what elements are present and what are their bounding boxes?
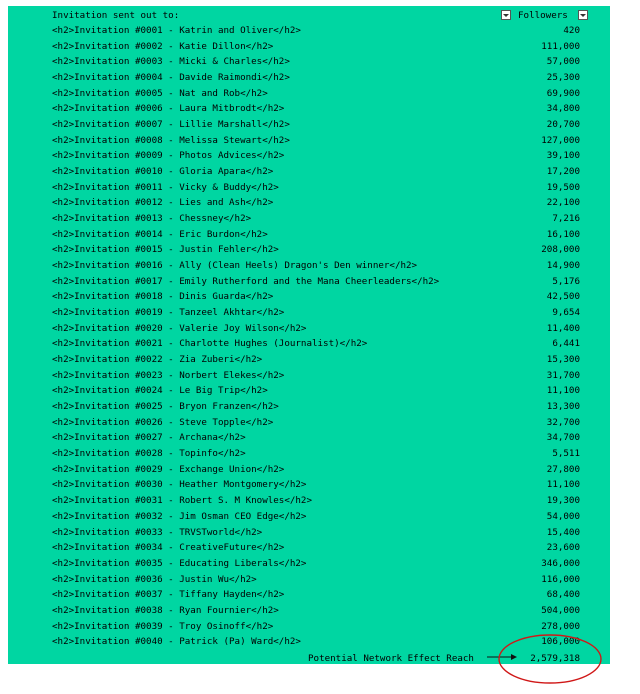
follower-count: 22,100 [546,197,580,209]
invitation-name: <h2>Invitation #0017 - Emily Rutherford and the Mana Cheerleaders</h2> [52,275,440,287]
follower-count: 504,000 [541,604,580,616]
follower-count: 15,300 [546,354,580,366]
follower-count: 346,000 [541,557,580,569]
total-value: 2,579,318 [530,653,580,664]
invitation-name: <h2>Invitation #0003 - Micki & Charles</h2> [52,56,290,68]
invitation-name: <h2>Invitation #0026 - Steve Topple</h2> [52,416,274,428]
table-row [8,227,610,243]
table-row [8,399,610,415]
table-row [8,493,610,509]
table-row [8,415,610,431]
table-row [8,587,610,603]
invitation-name: <h2>Invitation #0033 - TRVSTworld</h2> [52,526,263,538]
invitation-name: <h2>Invitation #0028 - Topinfo</h2> [52,448,246,460]
table-row [8,321,610,337]
spreadsheet-area [8,6,610,664]
invitation-name: <h2>Invitation #0016 - Ally (Clean Heels) Dragon's Den winner</h2> [52,260,418,272]
invitation-name: <h2>Invitation #0037 - Tiffany Hayden</h2> [52,589,285,601]
follower-count: 68,400 [546,589,580,601]
follower-count: 208,000 [541,244,580,256]
table-row [8,86,610,102]
follower-count: 127,000 [541,134,580,146]
table-row [8,540,610,556]
invitation-name: <h2>Invitation #0022 - Zia Zuberi</h2> [52,354,263,366]
invitation-name: <h2>Invitation #0029 - Exchange Union</h2> [52,463,285,475]
table-row [8,556,610,572]
table-row [8,603,610,619]
follower-count: 7,216 [552,213,580,225]
invitation-name: <h2>Invitation #0009 - Photos Advices</h2> [52,150,285,162]
invitation-name: <h2>Invitation #0004 - Davide Raimondi</h2> [52,72,290,84]
invitation-name: <h2>Invitation #0032 - Jim Osman CEO Edge</h2> [52,510,307,522]
total-label: Potential Network Effect Reach [308,653,474,664]
invitation-name: <h2>Invitation #0034 - CreativeFuture</h2> [52,542,285,554]
table-row [8,572,610,588]
follower-count: 69,900 [546,87,580,99]
follower-count: 31,700 [546,369,580,381]
filter-dropdown-icon[interactable] [578,10,588,20]
follower-count: 6,441 [552,338,580,350]
invitation-name: <h2>Invitation #0025 - Bryon Franzen</h2> [52,401,279,413]
invitation-name: <h2>Invitation #0027 - Archana</h2> [52,432,246,444]
invitation-name: <h2>Invitation #0006 - Laura Mitbrodt</h2> [52,103,285,115]
table-row [8,117,610,133]
table-row [8,180,610,196]
table-row [8,148,610,164]
invitation-name: <h2>Invitation #0013 - Chessney</h2> [52,213,252,225]
follower-count: 34,700 [546,432,580,444]
follower-count: 14,900 [546,260,580,272]
table-row [8,336,610,352]
follower-count: 42,500 [546,291,580,303]
table-row [8,352,610,368]
follower-count: 39,100 [546,150,580,162]
table-row [8,164,610,180]
table-row [8,462,610,478]
invitation-name: <h2>Invitation #0007 - Lillie Marshall</h2> [52,119,290,131]
invitation-name: <h2>Invitation #0038 - Ryan Fournier</h2> [52,604,279,616]
invitation-name: <h2>Invitation #0015 - Justin Fehler</h2> [52,244,279,256]
table-row [8,211,610,227]
table-row [8,525,610,541]
invitation-name: <h2>Invitation #0020 - Valerie Joy Wilson</h2> [52,322,307,334]
invitation-list [8,23,610,650]
total-row [8,652,610,665]
table-row [8,195,610,211]
table-row [8,258,610,274]
table-row [8,446,610,462]
table-row [8,509,610,525]
follower-count: 27,800 [546,463,580,475]
table-row [8,101,610,117]
table-row [8,39,610,55]
invitation-name: <h2>Invitation #0014 - Eric Burdon</h2> [52,228,268,240]
table-row [8,289,610,305]
invitation-column-header: Invitation sent out to: [52,10,180,21]
follower-count: 9,654 [552,307,580,319]
invitation-name: <h2>Invitation #0040 - Patrick (Pa) Ward</h2> [52,636,301,648]
follower-count: 116,000 [541,573,580,585]
invitation-name: <h2>Invitation #0011 - Vicky & Buddy</h2> [52,181,279,193]
follower-count: 13,300 [546,401,580,413]
table-row [8,305,610,321]
follower-count: 32,700 [546,416,580,428]
follower-count: 17,200 [546,166,580,178]
table-row [8,430,610,446]
table-row [8,242,610,258]
follower-count: 11,100 [546,385,580,397]
follower-count: 5,511 [552,448,580,460]
invitation-name: <h2>Invitation #0008 - Melissa Stewart</h2> [52,134,290,146]
invitation-name: <h2>Invitation #0023 - Norbert Elekes</h2> [52,369,285,381]
table-row [8,619,610,635]
invitation-name: <h2>Invitation #0035 - Educating Liberals</h2> [52,557,307,569]
invitation-name: <h2>Invitation #0024 - Le Big Trip</h2> [52,385,268,397]
table-row [8,477,610,493]
invitation-name: <h2>Invitation #0021 - Charlotte Hughes (Journalist)</h2> [52,338,368,350]
invitation-name: <h2>Invitation #0012 - Lies and Ash</h2> [52,197,274,209]
follower-count: 16,100 [546,228,580,240]
table-row [8,133,610,149]
follower-count: 19,300 [546,495,580,507]
table-row [8,70,610,86]
filter-dropdown-icon[interactable] [501,10,511,20]
table-row [8,368,610,384]
table-row [8,274,610,290]
invitation-name: <h2>Invitation #0002 - Katie Dillon</h2> [52,40,274,52]
invitation-name: <h2>Invitation #0039 - Troy Osinoff</h2> [52,620,274,632]
invitation-name: <h2>Invitation #0001 - Katrin and Oliver</h2> [52,25,301,36]
follower-count: 23,600 [546,542,580,554]
table-row [8,54,610,70]
follower-count: 11,400 [546,322,580,334]
follower-count: 57,000 [546,56,580,68]
follower-count: 34,800 [546,103,580,115]
follower-count: 20,700 [546,119,580,131]
follower-count: 278,000 [541,620,580,632]
invitation-name: <h2>Invitation #0036 - Justin Wu</h2> [52,573,257,585]
follower-count: 106,000 [541,636,580,648]
follower-count: 54,000 [546,510,580,522]
follower-count: 25,300 [546,72,580,84]
table-row [8,383,610,399]
invitation-name: <h2>Invitation #0005 - Nat and Rob</h2> [52,87,268,99]
follower-count: 15,400 [546,526,580,538]
invitation-name: <h2>Invitation #0018 - Dinis Guarda</h2> [52,291,274,303]
follower-count: 5,176 [552,275,580,287]
invitation-name: <h2>Invitation #0030 - Heather Montgomery</h2> [52,479,307,491]
follower-count: 420 [563,25,580,36]
followers-column-header: Followers [518,10,568,21]
invitation-name: <h2>Invitation #0010 - Gloria Apara</h2> [52,166,274,178]
follower-count: 19,500 [546,181,580,193]
table-header [8,9,610,22]
invitation-name: <h2>Invitation #0019 - Tanzeel Akhtar</h2> [52,307,285,319]
table-row [8,23,610,39]
follower-count: 11,100 [546,479,580,491]
invitation-name: <h2>Invitation #0031 - Robert S. M Knowles</h2> [52,495,312,507]
table-row [8,634,610,650]
follower-count: 111,000 [541,40,580,52]
